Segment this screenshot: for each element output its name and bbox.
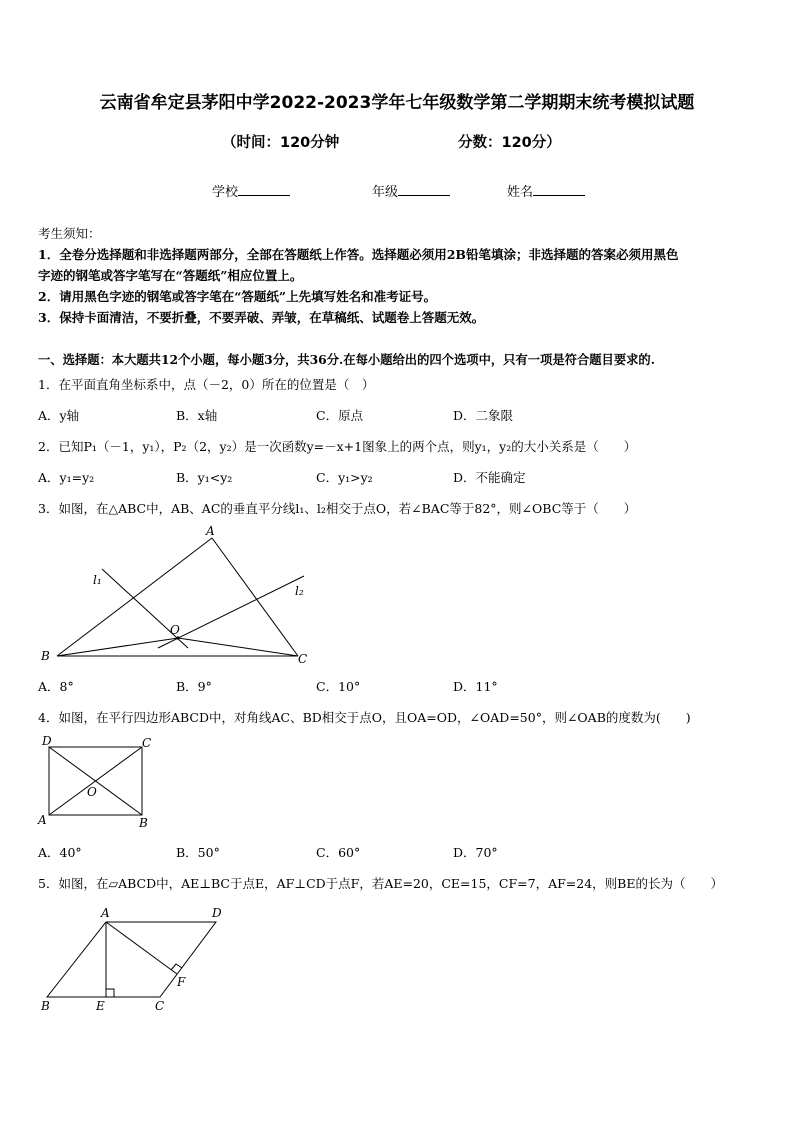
- q3-side-ac: [212, 538, 298, 656]
- notice-line-3: 2．请用黑色字迹的钢笔或答字笔在“答题纸”上先填写姓名和准考证号。: [38, 289, 437, 304]
- school-field: [212, 181, 290, 200]
- grade-label: 年级: [372, 185, 399, 200]
- q4-stem: 4．如图，在平行四边形ABCD中，对角线AC、BD相交于点O，且OA=OD，∠OAD=50°，则∠OAB的度数为( ): [38, 710, 691, 725]
- q1-option-b[interactable]: B．x轴: [176, 408, 218, 423]
- q3-label-o: O: [170, 623, 180, 637]
- section-heading: 一、选择题：本大题共12个小题，每小题3分，共36分.在每小题给出的四个选项中，只有一项是符合题目要求的.: [38, 352, 656, 367]
- school-label: 学校: [212, 185, 239, 200]
- q2-stem: 2．已知P₁（－1，y₁），P₂（2，y₂）是一次函数y=－x+1图象上的两个点，则y₁，y₂的大小关系是（ ）: [38, 439, 637, 454]
- q3-line-l2: [158, 576, 304, 648]
- grade-blank: [398, 183, 450, 196]
- q1-option-c[interactable]: C．原点: [316, 408, 364, 423]
- q3-label-l2: l₂: [295, 584, 304, 598]
- q4-label-o: O: [87, 785, 97, 799]
- q3-option-d[interactable]: D．11°: [453, 679, 498, 694]
- q4-rectangle-figure: [32, 732, 162, 832]
- q4-label-b: B: [139, 816, 148, 830]
- q5-label-a: A: [101, 906, 110, 920]
- exam-title: 云南省牟定县茅阳中学2022-2023学年七年级数学第二学期期末统考模拟试题: [99, 93, 695, 113]
- q3-segment-oc: [178, 638, 298, 656]
- q2-option-c[interactable]: C．y₁>y₂: [316, 470, 373, 485]
- q3-label-l1: l₁: [93, 573, 102, 587]
- q1-stem: 1．在平面直角坐标系中，点（－2，0）所在的位置是（ ）: [38, 377, 375, 392]
- q5-label-e: E: [96, 999, 105, 1013]
- q3-side-ab: [57, 538, 212, 656]
- school-blank: [238, 183, 290, 196]
- notice-line-2: 字迹的钢笔或答字笔写在“答题纸”相应位置上。: [38, 268, 303, 283]
- q1-option-a[interactable]: A．y轴: [38, 408, 80, 423]
- q4-label-d: D: [42, 734, 52, 748]
- q1-option-d[interactable]: D．二象限: [453, 408, 514, 423]
- q3-option-c[interactable]: C．10°: [316, 679, 361, 694]
- q2-option-d[interactable]: D．不能确定: [453, 470, 526, 485]
- q5-label-f: F: [177, 975, 186, 989]
- q5-label-c: C: [155, 999, 165, 1013]
- q4-option-d[interactable]: D．70°: [453, 845, 498, 860]
- q5-label-d: D: [212, 906, 222, 920]
- name-label: 姓名: [507, 185, 534, 200]
- exam-score: 分数：120分）: [458, 135, 561, 151]
- q3-label-b: B: [41, 649, 50, 663]
- q5-label-b: B: [41, 999, 50, 1013]
- q3-option-b[interactable]: B．9°: [176, 679, 212, 694]
- q5-parallelogram-figure: [34, 902, 234, 1017]
- q4-option-b[interactable]: B．50°: [176, 845, 220, 860]
- q4-label-c: C: [142, 736, 152, 750]
- q2-option-a[interactable]: A．y₁=y₂: [38, 470, 95, 485]
- q3-label-c: C: [298, 652, 308, 666]
- q3-option-a[interactable]: A．8°: [38, 679, 74, 694]
- q3-label-a: A: [206, 524, 215, 538]
- q4-option-c[interactable]: C．60°: [316, 845, 361, 860]
- notice-line-4: 3．保持卡面清洁，不要折叠，不要弄破、弄皱，在草稿纸、试题卷上答题无效。: [38, 310, 485, 325]
- exam-time: （时间：120分钟: [222, 135, 340, 151]
- q2-option-b[interactable]: B．y₁<y₂: [176, 470, 233, 485]
- notice-line-1: 1．全卷分选择题和非选择题两部分，全部在答题纸上作答。选择题必须用2B铅笔填涂；非选择题的答案必须用黑色: [38, 247, 679, 262]
- q5-parallelogram: [47, 922, 216, 997]
- q4-option-a[interactable]: A．40°: [38, 845, 82, 860]
- grade-field: [372, 181, 450, 200]
- name-blank: [533, 183, 585, 196]
- q5-stem: 5．如图，在▱ABCD中，AE⊥BC于点E，AF⊥CD于点F，若AE=20，CE=15，CF=7，AF=24，则BE的长为（ ）: [38, 876, 723, 891]
- q3-stem: 3．如图，在△ABC中，AB、AC的垂直平分线l₁、l₂相交于点O，若∠BAC等于82°，则∠OBC等于（ ）: [38, 501, 637, 516]
- notice-title: 考生须知：: [38, 226, 101, 241]
- q5-segment-af: [106, 922, 177, 974]
- q5-right-angle-e: [106, 989, 114, 997]
- q3-triangle-figure: [30, 522, 320, 670]
- q4-label-a: A: [38, 813, 47, 827]
- name-field: [507, 181, 585, 200]
